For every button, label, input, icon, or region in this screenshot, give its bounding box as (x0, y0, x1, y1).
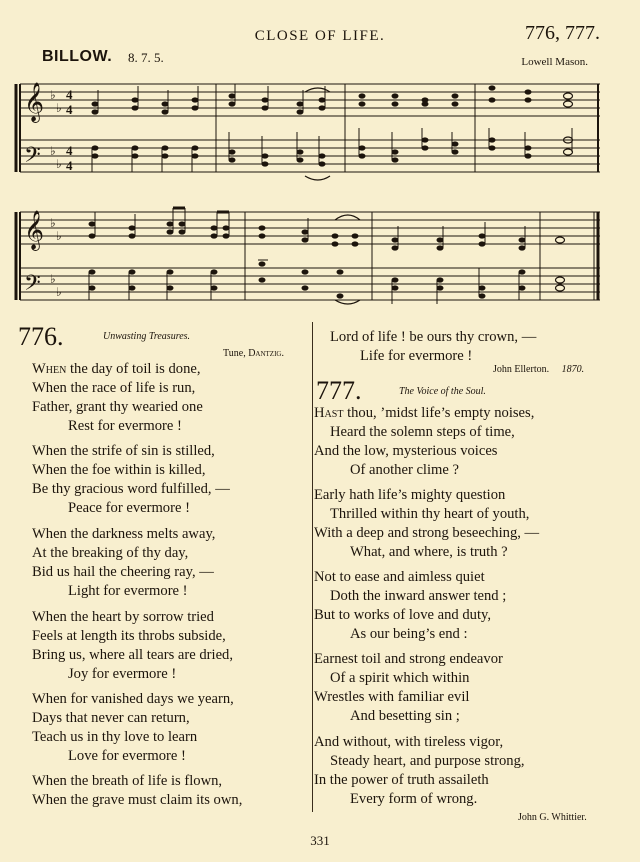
hymn-776-stanza-6a (32, 772, 242, 810)
stanza-line: Heard the solemn steps of time, (330, 424, 515, 440)
year: 1870. (561, 364, 585, 375)
svg-text:4: 4 (66, 158, 73, 173)
hymn-777-heading: The Voice of the Soul. (399, 386, 486, 397)
stanza-line: When the race of life is run, (32, 380, 196, 396)
stanza-line: What, and where, is truth ? (350, 544, 508, 560)
stanza-line: Lord of life ! be ours thy crown, — (330, 329, 537, 345)
stanza-line: Thrilled within thy heart of youth, (330, 506, 530, 522)
svg-text:♭: ♭ (50, 272, 56, 286)
hymn-776-attribution (493, 364, 584, 375)
svg-text:4: 4 (66, 143, 73, 158)
stanza-line: When the heart by sorrow tried (32, 609, 214, 625)
svg-text:𝄢: 𝄢 (24, 271, 41, 301)
hymn-777-stanza-5 (314, 733, 525, 809)
svg-text:𝄞: 𝄞 (24, 210, 45, 250)
stanza-line: Life for evermore ! (360, 348, 473, 364)
svg-text:4: 4 (66, 102, 73, 117)
hymn-776-number: 776. (18, 322, 64, 351)
stanza-line: But to works of love and duty, (314, 607, 491, 623)
first-word: When (32, 361, 67, 377)
svg-text:4: 4 (66, 87, 73, 102)
composer-name: Lowell Mason. (521, 56, 588, 68)
stanza-line: Wrestles with familiar evil (314, 689, 470, 705)
page-number: 331 (310, 833, 330, 848)
stanza-line: Early hath life’s mighty question (314, 487, 506, 503)
hymn-776-stanza-3 (32, 525, 215, 601)
hymn-776-tune-reference (223, 348, 284, 359)
hymn-776-stanza-2 (32, 442, 230, 518)
hymn-777-stanza-3 (314, 568, 506, 644)
music-system-1 (0, 68, 640, 188)
stanza-line: Feels at length its throbs subside, (32, 628, 226, 644)
hymn-777-number: 777. (316, 376, 362, 405)
svg-text:𝄞: 𝄞 (24, 82, 45, 122)
hymn-776-stanza-6b (330, 328, 536, 366)
stanza-line (314, 404, 534, 423)
stanza-line: When for vanished days we yearn, (32, 691, 234, 707)
hymn-776-stanza-1 (32, 360, 203, 436)
stanza-line: Bid us hail the cheering ray, — (32, 564, 214, 580)
stanza-line: Love for evermore ! (68, 748, 186, 764)
stanza-line: With a deep and strong beseeching, — (314, 525, 540, 541)
svg-text:♭: ♭ (50, 88, 56, 102)
music-system-2 (0, 200, 640, 310)
hymn-777-attribution: John G. Whittier. (518, 812, 587, 823)
svg-text:♭: ♭ (50, 216, 56, 230)
stanza-line: Days that never can return, (32, 710, 190, 726)
stanza-line: Rest for evermore ! (68, 418, 182, 434)
stanza-line: Peace for evermore ! (68, 500, 190, 516)
tune-label: Tune, (223, 348, 246, 359)
first-word: Hast (314, 405, 344, 421)
stanza-line: When the strife of sin is stilled, (32, 443, 215, 459)
stanza-line: And the low, mysterious voices (314, 443, 498, 459)
svg-text:𝄢: 𝄢 (24, 143, 41, 173)
stanza-line: Light for evermore ! (68, 583, 188, 599)
tune-reference-name: Dantzig. (248, 348, 284, 359)
stanza-line: Father, grant thy wearied one (32, 399, 203, 415)
hymn-776-heading: Unwasting Treasures. (103, 331, 191, 342)
hymn-776-stanza-4 (32, 608, 233, 684)
stanza-line: Every form of wrong. (350, 791, 478, 807)
stanza-line: Of a spirit which within (330, 670, 470, 686)
hymn-777-stanza-1 (314, 404, 534, 480)
hymn-numbers: 776, 777. (525, 22, 600, 44)
svg-text:♭: ♭ (56, 229, 62, 243)
stanza-line: Be thy gracious word fulfilled, — (32, 481, 230, 497)
tune-meter: 8. 7. 5. (128, 50, 164, 65)
stanza-line: Steady heart, and purpose strong, (330, 753, 525, 769)
stanza-line: Not to ease and aimless quiet (314, 569, 485, 585)
author: John Ellerton. (493, 364, 550, 375)
stanza-line: Bring us, where all tears are dried, (32, 647, 233, 663)
hymn-776-stanza-5 (32, 690, 234, 766)
stanza-line: When the breath of life is flown, (32, 773, 223, 789)
stanza-line: When the grave must claim its own, (32, 792, 243, 808)
first-line-rest: thou, ’midst life’s empty noises, (343, 405, 535, 421)
stanza-line: Teach us in thy love to learn (32, 729, 198, 745)
stanza-line: Earnest toil and strong endeavor (314, 651, 503, 667)
stanza-line: And without, with tireless vigor, (314, 734, 504, 750)
hymn-777-stanza-2 (314, 486, 539, 562)
stanza-line: Joy for evermore ! (68, 666, 177, 682)
svg-text:♭: ♭ (50, 144, 56, 158)
stanza-line: And besetting sin ; (350, 708, 460, 724)
page-title: CLOSE OF LIFE. (254, 28, 386, 44)
column-divider (312, 322, 313, 812)
stanza-line: In the power of truth assaileth (314, 772, 489, 788)
stanza-line: As our being’s end : (350, 626, 468, 642)
stanza-line: Of another clime ? (350, 462, 459, 478)
stanza-line (32, 360, 203, 379)
tune-name: BILLOW. (42, 48, 113, 65)
stanza-line: When the darkness melts away, (32, 526, 216, 542)
svg-text:♭: ♭ (56, 157, 62, 171)
stanza-line: Doth the inward answer tend ; (330, 588, 507, 604)
hymn-777-stanza-4 (314, 650, 503, 726)
first-line-rest: the day of toil is done, (66, 361, 201, 377)
svg-text:♭: ♭ (56, 101, 62, 115)
svg-text:♭: ♭ (56, 285, 62, 299)
stanza-line: At the breaking of thy day, (32, 545, 189, 561)
stanza-line: When the foe within is killed, (32, 462, 206, 478)
